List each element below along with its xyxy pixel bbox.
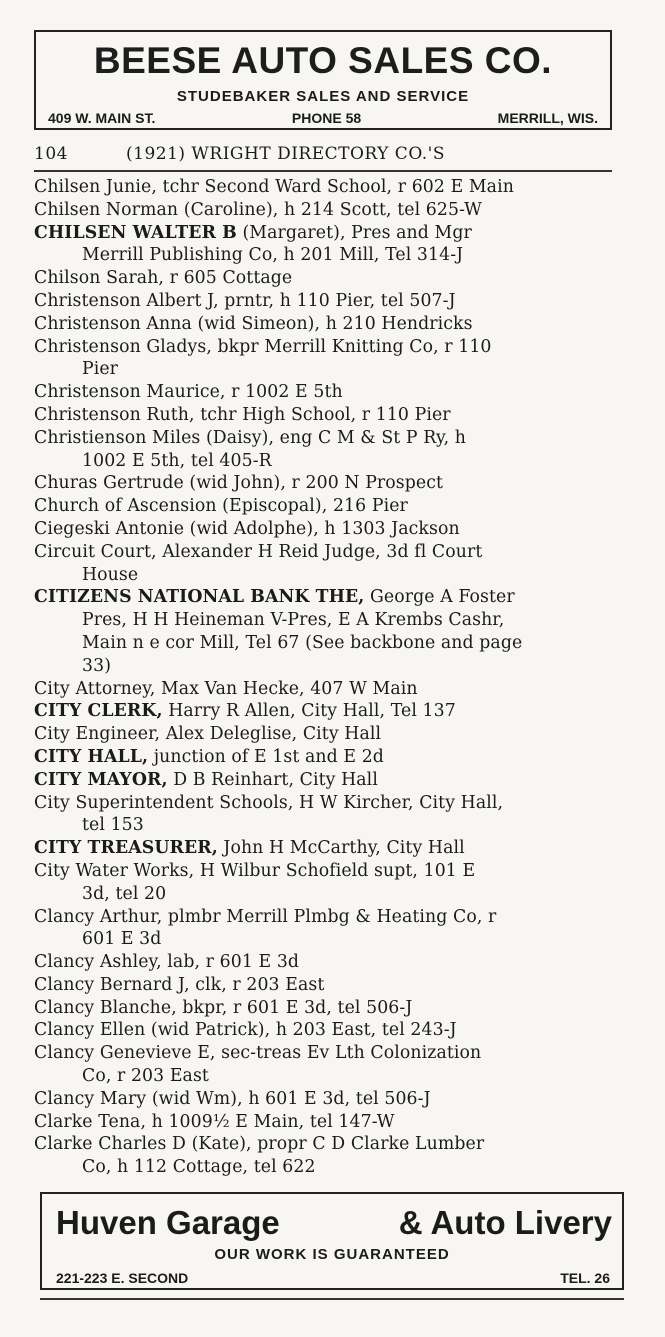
directory-entry-line xyxy=(34,336,624,359)
directory-entry-line xyxy=(34,1042,624,1065)
directory-entry-line xyxy=(34,1133,624,1156)
entry-bold-name: CITY HALL, xyxy=(34,746,149,767)
directory-entry-line xyxy=(34,792,624,815)
directory-entry-line xyxy=(34,313,624,336)
directory-entry-line xyxy=(34,222,624,245)
directory-entry-line xyxy=(34,472,624,495)
directory-entry-line xyxy=(34,427,624,450)
ad-business-name xyxy=(56,1204,612,1242)
entry-text: Clancy Arthur, plmbr Merrill Plmbg & Heating Co, r xyxy=(34,906,497,927)
directory-entry-line xyxy=(34,906,624,929)
directory-entry-line xyxy=(34,746,624,769)
entry-bold-name: CHILSEN WALTER B xyxy=(34,222,237,243)
entry-text: 33) xyxy=(82,655,112,676)
directory-entry-line xyxy=(34,814,624,837)
entry-text: Co, r 203 East xyxy=(82,1066,209,1087)
entry-text: City Attorney, Max Van Hecke, 407 W Main xyxy=(34,678,418,699)
entry-text: 3d, tel 20 xyxy=(82,883,167,904)
directory-entry-line xyxy=(34,381,624,404)
entry-bold-name: CITY MAYOR, xyxy=(34,769,168,790)
directory-entry-line xyxy=(34,928,624,951)
entry-text: Church of Ascension (Episcopal), 216 Pier xyxy=(34,496,408,517)
entry-text: Chilsen Junie, tchr Second Ward School, r 602 E Main xyxy=(34,177,514,197)
directory-entry-line xyxy=(34,951,624,974)
ad-name-left: Huven Garage xyxy=(56,1204,280,1241)
entry-text: Churas Gertrude (wid John), r 200 N Prospect xyxy=(34,473,444,494)
entry-text: Co, h 112 Cottage, tel 622 xyxy=(82,1157,316,1178)
directory-entry-line xyxy=(34,974,624,997)
directory-entry-line xyxy=(34,769,624,792)
ad-address: 409 W. MAIN ST. xyxy=(48,110,156,126)
entry-text: City Water Works, H Wilbur Schofield supt, 101 E xyxy=(34,860,476,881)
directory-entry-line xyxy=(34,1111,624,1134)
ad-phone: PHONE 58 xyxy=(291,110,362,126)
directory-entry-line xyxy=(34,404,624,427)
directory-entry-line xyxy=(34,564,624,587)
entry-text: Chilson Sarah, r 605 Cottage xyxy=(34,268,293,289)
directory-entry-line xyxy=(34,700,624,723)
entry-text: Clancy Genevieve E, sec-treas Ev Lth Colonization xyxy=(34,1043,482,1064)
entry-text: Merrill Publishing Co, h 201 Mill, Tel 314-J xyxy=(82,245,464,266)
directory-entry-line xyxy=(34,176,624,199)
directory-entry-line xyxy=(34,290,624,313)
page-number: 104 xyxy=(34,144,68,164)
directory-entry-line xyxy=(34,518,624,541)
header-divider xyxy=(34,170,612,172)
entry-text: Clancy Bernard J, clk, r 203 East xyxy=(34,974,325,995)
ad-city: MERRILL, WIS. xyxy=(497,110,598,126)
entry-text: Circuit Court, Alexander H Reid Judge, 3d fl Court xyxy=(34,541,483,562)
directory-entry-line xyxy=(34,883,624,906)
ad-tagline: OUR WORK IS GUARANTEED xyxy=(214,1246,450,1263)
entry-text: George A Foster xyxy=(364,587,515,608)
entry-text: Clancy Blanche, bkpr, r 601 E 3d, tel 506-J xyxy=(34,997,413,1018)
entry-text: Clancy Ashley, lab, r 601 E 3d xyxy=(34,952,300,973)
beese-auto-sales-ad xyxy=(34,30,612,130)
entry-text: Christenson Albert J, prntr, h 110 Pier, tel 507-J xyxy=(34,290,456,311)
directory-entry-line xyxy=(34,997,624,1020)
page-header xyxy=(34,142,612,168)
directory-entry-line xyxy=(34,860,624,883)
directory-entry-line xyxy=(34,495,624,518)
entry-text: Pier xyxy=(82,359,119,380)
entry-text: Clancy Ellen (wid Patrick), h 203 East, tel 243-J xyxy=(34,1020,457,1041)
huven-garage-ad xyxy=(40,1192,624,1290)
entry-text: City Engineer, Alex Deleglise, City Hall xyxy=(34,724,382,745)
entry-text: Chilsen Norman (Caroline), h 214 Scott, tel 625-W xyxy=(34,199,482,220)
entry-text: tel 153 xyxy=(82,815,144,836)
entry-text: D B Reinhart, City Hall xyxy=(167,769,378,790)
entry-text: John H McCarthy, City Hall xyxy=(217,838,465,859)
directory-entry-line xyxy=(34,609,624,632)
entry-text: Christenson Maurice, r 1002 E 5th xyxy=(34,382,343,403)
footer-divider xyxy=(40,1298,624,1300)
directory-entry-line xyxy=(34,632,624,655)
entry-text: Christienson Miles (Daisy), eng C M & St P Ry, h xyxy=(34,427,467,448)
directory-entry-line xyxy=(34,450,624,473)
entry-text: Main n e cor Mill, Tel 67 (See backbone and page xyxy=(82,632,523,653)
entry-text: Ciegeski Antonie (wid Adolphe), h 1303 Jackson xyxy=(34,518,460,539)
directory-entry-line xyxy=(34,267,624,290)
entry-text: junction of E 1st and E 2d xyxy=(148,746,384,767)
ad-contact-row xyxy=(56,1270,610,1286)
directory-entry-line xyxy=(34,1019,624,1042)
entry-bold-name: CITY CLERK, xyxy=(34,701,163,722)
entry-text: Christenson Ruth, tchr High School, r 110 Pier xyxy=(34,404,451,425)
entry-text: House xyxy=(82,564,139,585)
ad-address: 221-223 E. SECOND xyxy=(56,1270,189,1286)
directory-entry-line xyxy=(34,723,624,746)
directory-entry-line xyxy=(34,1156,624,1179)
entry-text: Christenson Anna (wid Simeon), h 210 Hendricks xyxy=(34,313,473,334)
directory-entry-line xyxy=(34,199,624,222)
directory-entry-line xyxy=(34,586,624,609)
entry-text: 601 E 3d xyxy=(82,929,162,950)
entry-text: Clarke Charles D (Kate), propr C D Clarke Lumber xyxy=(34,1134,485,1155)
ad-tagline: STUDEBAKER SALES AND SERVICE xyxy=(176,88,470,105)
ad-phone: TEL. 26 xyxy=(560,1270,610,1286)
directory-entry-line xyxy=(34,541,624,564)
entry-text: Clancy Mary (wid Wm), h 601 E 3d, tel 506-J xyxy=(34,1088,431,1109)
entry-bold-name: CITIZENS NATIONAL BANK THE, xyxy=(34,587,365,608)
entry-text: Pres, H H Heineman V-Pres, E A Krembs Cashr, xyxy=(82,610,505,631)
entry-text: Harry R Allen, City Hall, Tel 137 xyxy=(162,701,456,722)
directory-entry-line xyxy=(34,358,624,381)
ad-business-name: BEESE AUTO SALES CO. xyxy=(93,40,553,81)
directory-entry-line xyxy=(34,678,624,701)
entry-text: (Margaret), Pres and Mgr xyxy=(236,222,472,243)
directory-entry-line xyxy=(34,244,624,267)
ad-name-right: & Auto Livery xyxy=(398,1204,612,1241)
entry-text: City Superintendent Schools, H W Kircher, City Hall, xyxy=(34,792,504,813)
directory-title: (1921) WRIGHT DIRECTORY CO.'S xyxy=(126,144,445,164)
directory-entry-line xyxy=(34,1088,624,1111)
directory-entry-line xyxy=(34,655,624,678)
ad-contact-row xyxy=(48,110,598,126)
directory-entry-line xyxy=(34,1065,624,1088)
entry-text: Clarke Tena, h 1009½ E Main, tel 147-W xyxy=(34,1111,395,1132)
entry-text: Christenson Gladys, bkpr Merrill Knitting Co, r 110 xyxy=(34,336,492,357)
entry-text: 1002 E 5th, tel 405-R xyxy=(82,450,272,471)
directory-listing xyxy=(34,176,624,1179)
entry-bold-name: CITY TREASURER, xyxy=(34,838,218,859)
directory-entry-line xyxy=(34,837,624,860)
